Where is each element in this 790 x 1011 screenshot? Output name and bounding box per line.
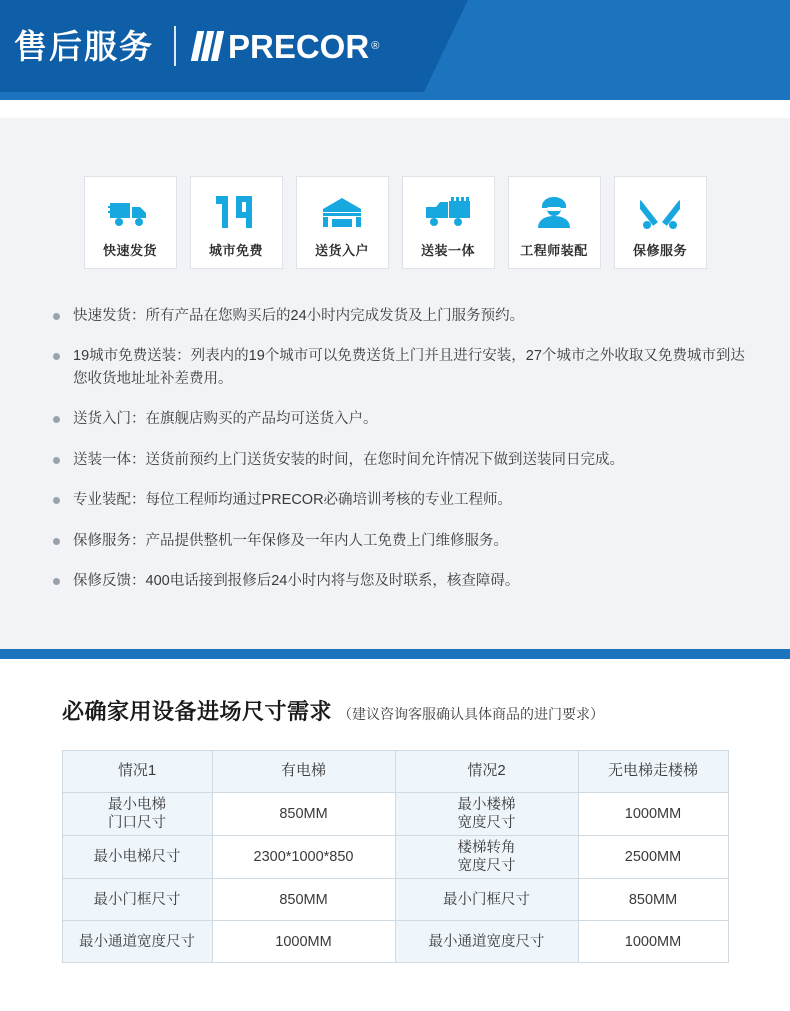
table-cell: 最小电梯尺寸 [62, 836, 212, 879]
service-card-delivery-install [402, 176, 495, 269]
table-title: 必确家用设备进场尺寸需求 [62, 698, 333, 724]
table-cell: 2500MM [578, 836, 728, 879]
table-cell: 楼梯转角 宽度尺寸 [395, 836, 578, 879]
brand-bars-icon [194, 31, 224, 61]
table-header-row [62, 750, 728, 792]
list-item-text: 19城市免费送装：列表内的19个城市可以免费送货上门并且进行安装，27个城市之外收取又免费城市到达您收货地址址补差费用。 [73, 348, 745, 387]
number-19-icon [214, 190, 258, 234]
list-item [53, 305, 745, 327]
table-cell: 最小通道宽度尺寸 [62, 921, 212, 963]
bullet-dot-icon [53, 457, 60, 464]
table-cell: 850MM [212, 792, 395, 835]
header-content [0, 0, 790, 92]
table-cell: 情况1 [62, 750, 212, 792]
tools-icon [640, 190, 680, 234]
header-underline [0, 92, 790, 100]
table-cell: 2300*1000*850 [212, 836, 395, 879]
list-item-text: 快速发货：所有产品在您购买后的24小时内完成发货及上门服务预约。 [73, 308, 525, 324]
table-cell: 1000MM [578, 792, 728, 835]
list-item-text: 保修反馈：400电话接到报修后24小时内将与您及时联系，核查障碍。 [73, 573, 520, 590]
table-cell: 850MM [212, 879, 395, 921]
list-item [53, 570, 745, 592]
table-cell: 最小电梯 门口尺寸 [62, 792, 212, 835]
brand-registered-mark: ® [371, 40, 380, 52]
service-card-warranty [614, 176, 707, 269]
page-header [0, 0, 790, 118]
size-requirement-section [0, 659, 790, 998]
service-card-home-delivery [296, 176, 389, 269]
list-item-text: 送装一体：送货前预约上门送货安装的时间，在您时间允许情况下做到送装同日完成。 [73, 451, 624, 468]
list-item-text: 保修服务：产品提供整机一年保修及一年内人工免费上门维修服务。 [73, 532, 508, 549]
table-row [62, 792, 728, 835]
section-divider [0, 649, 790, 659]
service-card-label: 工程师装配 [520, 243, 588, 258]
bullet-dot-icon [53, 497, 60, 504]
service-card-label: 快速发货 [102, 243, 157, 258]
service-card-free-cities [190, 176, 283, 269]
size-requirement-table [62, 750, 729, 964]
table-cell: 有电梯 [212, 750, 395, 792]
table-subtitle: （建议咨询客服确认具体商品的进门要求） [338, 705, 605, 722]
table-cell: 1000MM [212, 921, 395, 963]
service-icon-row [0, 176, 790, 269]
bullet-dot-icon [53, 353, 60, 360]
page-title: 售后服务 [14, 27, 154, 65]
table-row [62, 836, 728, 879]
brand-logo [194, 27, 380, 65]
list-item [53, 489, 745, 511]
list-item [53, 530, 745, 552]
table-cell: 1000MM [578, 921, 728, 963]
service-card-label: 送装一体 [420, 243, 475, 258]
table-cell: 最小楼梯 宽度尺寸 [395, 792, 578, 835]
house-delivery-icon [319, 190, 365, 234]
service-card-label: 保修服务 [632, 243, 687, 258]
bullet-dot-icon [53, 538, 60, 545]
table-cell: 最小门框尺寸 [62, 879, 212, 921]
brand-name: PRECOR [228, 27, 370, 65]
bullet-dot-icon [53, 578, 60, 585]
table-cell: 最小门框尺寸 [395, 879, 578, 921]
list-item [53, 408, 745, 430]
list-item-text: 送货入门：在旗舰店购买的产品均可送货入户。 [73, 411, 378, 428]
header-divider [174, 26, 176, 66]
bullet-dot-icon [53, 313, 60, 320]
service-card-fast-shipping [84, 176, 177, 269]
list-item [53, 449, 745, 471]
service-card-label: 送货入户 [314, 243, 369, 258]
list-item-text: 专业装配：每位工程师均通过PRECOR必确培训考核的专业工程师。 [73, 492, 513, 509]
delivery-truck-icon [108, 190, 152, 234]
truck-install-icon [424, 190, 472, 234]
table-title-row [0, 695, 790, 726]
service-card-label: 城市免费 [208, 243, 263, 258]
table-cell: 无电梯走楼梯 [578, 750, 728, 792]
services-section [0, 118, 790, 649]
service-card-engineer-assembly [508, 176, 601, 269]
table-row [62, 921, 728, 963]
table-cell: 情况2 [395, 750, 578, 792]
bullet-dot-icon [53, 416, 60, 423]
service-bullet-list [45, 305, 745, 593]
table-cell: 850MM [578, 879, 728, 921]
table-row [62, 879, 728, 921]
bottom-spacer [0, 963, 790, 997]
engineer-icon [534, 190, 574, 234]
list-item [53, 345, 745, 390]
table-cell: 最小通道宽度尺寸 [395, 921, 578, 963]
